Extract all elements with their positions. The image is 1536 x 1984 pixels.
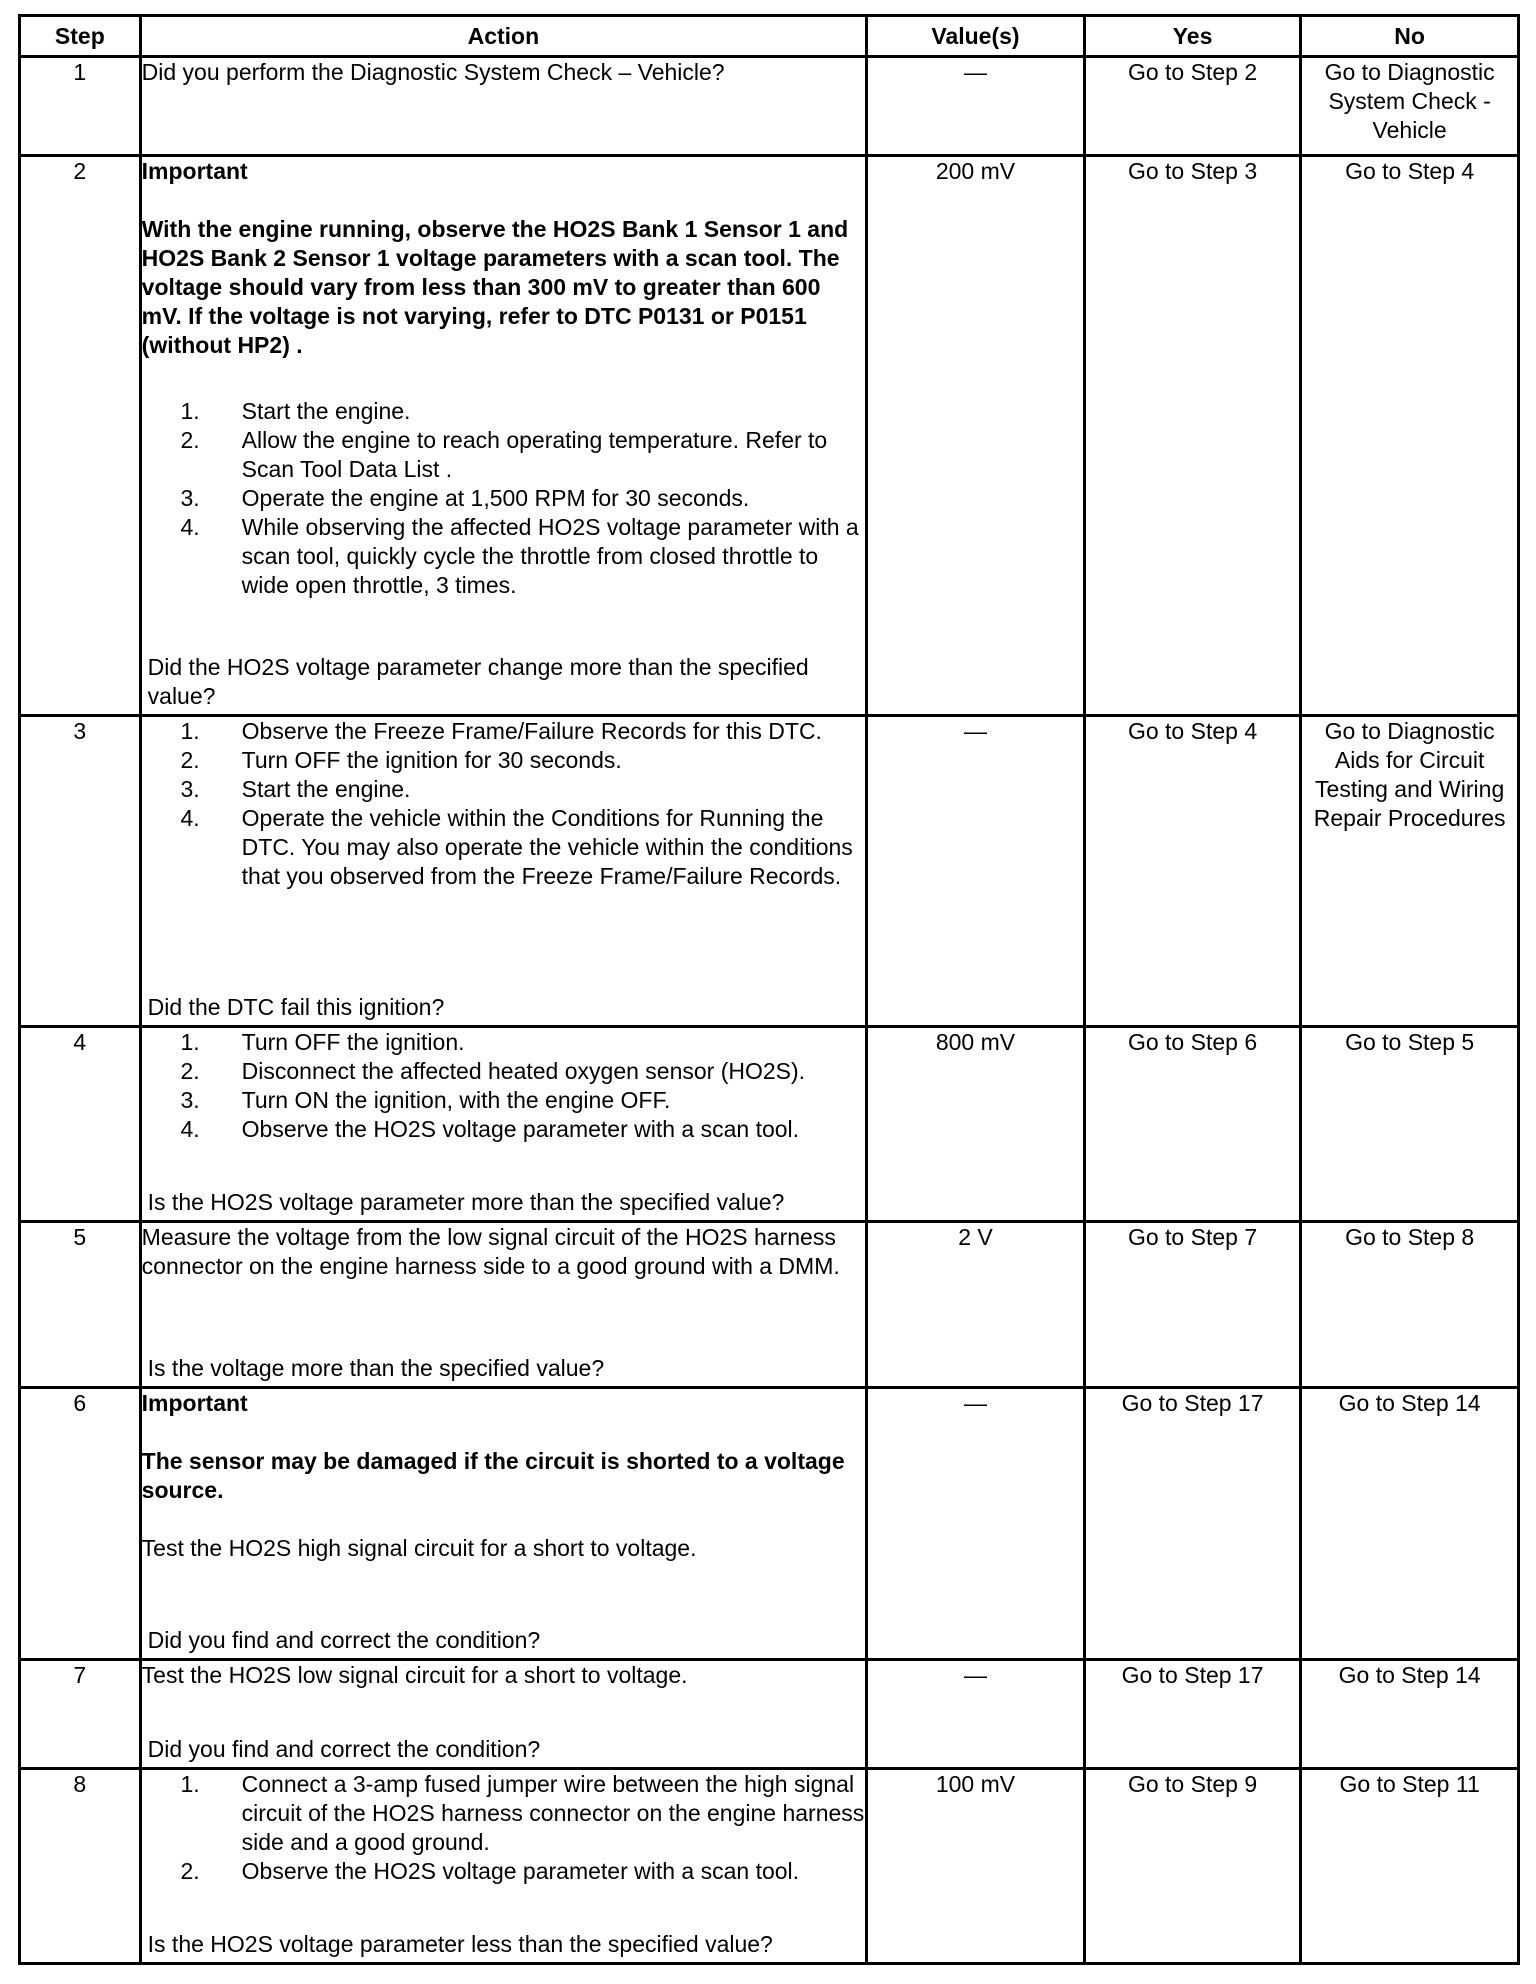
table-row-step-1 bbox=[20, 57, 1519, 156]
step-number: 7 bbox=[20, 1660, 141, 1769]
header-action: Action bbox=[140, 16, 866, 57]
table-row-step-6 bbox=[20, 1388, 1519, 1660]
value-cell: — bbox=[867, 1388, 1085, 1660]
action-cell bbox=[140, 1388, 866, 1660]
action-cell bbox=[140, 716, 866, 1027]
yes-cell: Go to Step 9 bbox=[1084, 1769, 1300, 1964]
step-number: 3 bbox=[20, 716, 141, 1027]
yes-cell: Go to Step 17 bbox=[1084, 1660, 1300, 1769]
important-note: With the engine running, observe the HO2S Bank 1 Sensor 1 and HO2S Bank 2 Sensor 1 voltage parameters with a scan tool. The voltage should vary from less than 300 mV to greater than 600 mV. If the voltage is not varying, refer to DTC P0131 or P0151 (without HP2) . bbox=[141, 216, 849, 358]
procedure-list bbox=[142, 1028, 865, 1144]
table-row-step-8 bbox=[20, 1769, 1519, 1964]
yes-cell: Go to Step 7 bbox=[1084, 1222, 1300, 1388]
header-values: Value(s) bbox=[867, 16, 1085, 57]
table-row-step-2 bbox=[20, 156, 1519, 716]
important-label: Important bbox=[141, 158, 248, 184]
action-question: Is the HO2S voltage parameter more than the specified value? bbox=[147, 1189, 785, 1215]
action-question: Did the HO2S voltage parameter change more than the specified value? bbox=[147, 654, 809, 709]
list-item: 4. Operate the vehicle within the Conditions for Running the DTC. You may also operate the vehicle within the conditions that you observed from the Freeze Frame/Failure Records. bbox=[180, 805, 853, 889]
list-item: 3. Start the engine. bbox=[180, 776, 411, 802]
value-cell: 800 mV bbox=[867, 1027, 1085, 1222]
no-cell: Go to Step 14 bbox=[1301, 1660, 1519, 1769]
action-question: Did you find and correct the condition? bbox=[147, 1736, 541, 1762]
yes-cell: Go to Step 4 bbox=[1084, 716, 1300, 1027]
action-cell bbox=[140, 1769, 866, 1964]
no-cell: Go to Step 11 bbox=[1301, 1769, 1519, 1964]
step-number: 8 bbox=[20, 1769, 141, 1964]
step-number: 2 bbox=[20, 156, 141, 716]
step-number: 4 bbox=[20, 1027, 141, 1222]
yes-cell: Go to Step 3 bbox=[1084, 156, 1300, 716]
list-item: 2. Allow the engine to reach operating temperature. Refer to Scan Tool Data List . bbox=[180, 427, 828, 482]
action-instruction: Test the HO2S high signal circuit for a short to voltage. bbox=[141, 1535, 697, 1561]
yes-cell: Go to Step 6 bbox=[1084, 1027, 1300, 1222]
important-note: The sensor may be damaged if the circuit is shorted to a voltage source. bbox=[141, 1448, 845, 1503]
value-cell: 200 mV bbox=[867, 156, 1085, 716]
list-item: 3. Turn ON the ignition, with the engine OFF. bbox=[180, 1087, 671, 1113]
list-item: 1. Turn OFF the ignition. bbox=[180, 1029, 465, 1055]
action-cell bbox=[140, 1660, 866, 1769]
list-item: 2. Disconnect the affected heated oxygen sensor (HO2S). bbox=[180, 1058, 806, 1084]
no-cell: Go to Diagnostic System Check - Vehicle bbox=[1301, 57, 1519, 156]
action-intro: Measure the voltage from the low signal circuit of the HO2S harness connector on the engine harness side to a good ground with a DMM. bbox=[141, 1224, 840, 1279]
action-intro: Did you perform the Diagnostic System Check – Vehicle? bbox=[141, 59, 725, 85]
value-cell: 100 mV bbox=[867, 1769, 1085, 1964]
action-question: Is the voltage more than the specified value? bbox=[147, 1355, 605, 1381]
list-item: 1. Start the engine. bbox=[180, 398, 411, 424]
step-number: 5 bbox=[20, 1222, 141, 1388]
list-item: 2. Turn OFF the ignition for 30 seconds. bbox=[180, 747, 622, 773]
table-row-step-3 bbox=[20, 716, 1519, 1027]
yes-cell: Go to Step 2 bbox=[1084, 57, 1300, 156]
action-cell bbox=[140, 57, 866, 156]
table-row-step-7 bbox=[20, 1660, 1519, 1769]
list-item: 4. Observe the HO2S voltage parameter with a scan tool. bbox=[180, 1116, 800, 1142]
action-question: Is the HO2S voltage parameter less than the specified value? bbox=[147, 1931, 773, 1957]
action-question: Did you find and correct the condition? bbox=[147, 1627, 541, 1653]
value-cell: — bbox=[867, 1660, 1085, 1769]
diagnostic-table bbox=[18, 14, 1520, 1965]
action-cell bbox=[140, 156, 866, 716]
header-step: Step bbox=[20, 16, 141, 57]
action-question: Did the DTC fail this ignition? bbox=[147, 994, 445, 1020]
list-item: 1. Connect a 3-amp fused jumper wire between the high signal circuit of the HO2S harness connector on the engine harness side and a good ground. bbox=[180, 1771, 865, 1855]
value-cell: — bbox=[867, 57, 1085, 156]
table-row-step-4 bbox=[20, 1027, 1519, 1222]
value-cell: — bbox=[867, 716, 1085, 1027]
procedure-list bbox=[142, 717, 865, 891]
no-cell: Go to Step 8 bbox=[1301, 1222, 1519, 1388]
action-cell bbox=[140, 1027, 866, 1222]
header-yes: Yes bbox=[1084, 16, 1300, 57]
action-cell bbox=[140, 1222, 866, 1388]
procedure-list bbox=[142, 397, 865, 600]
table-row-step-5 bbox=[20, 1222, 1519, 1388]
value-cell: 2 V bbox=[867, 1222, 1085, 1388]
step-number: 6 bbox=[20, 1388, 141, 1660]
no-cell: Go to Step 4 bbox=[1301, 156, 1519, 716]
no-cell: Go to Diagnostic Aids for Circuit Testing and Wiring Repair Procedures bbox=[1301, 716, 1519, 1027]
important-label: Important bbox=[141, 1390, 248, 1416]
list-item: 2. Observe the HO2S voltage parameter with a scan tool. bbox=[180, 1858, 800, 1884]
list-item: 3. Operate the engine at 1,500 RPM for 30 seconds. bbox=[180, 485, 750, 511]
yes-cell: Go to Step 17 bbox=[1084, 1388, 1300, 1660]
action-intro: Test the HO2S low signal circuit for a short to voltage. bbox=[141, 1662, 688, 1688]
header-row bbox=[20, 16, 1519, 57]
procedure-list bbox=[142, 1770, 865, 1886]
header-no: No bbox=[1301, 16, 1519, 57]
step-number: 1 bbox=[20, 57, 141, 156]
no-cell: Go to Step 14 bbox=[1301, 1388, 1519, 1660]
list-item: 1. Observe the Freeze Frame/Failure Records for this DTC. bbox=[180, 718, 822, 744]
list-item: 4. While observing the affected HO2S voltage parameter with a scan tool, quickly cycle the throttle from closed throttle to wide open throttle, 3 times. bbox=[180, 514, 859, 598]
no-cell: Go to Step 5 bbox=[1301, 1027, 1519, 1222]
